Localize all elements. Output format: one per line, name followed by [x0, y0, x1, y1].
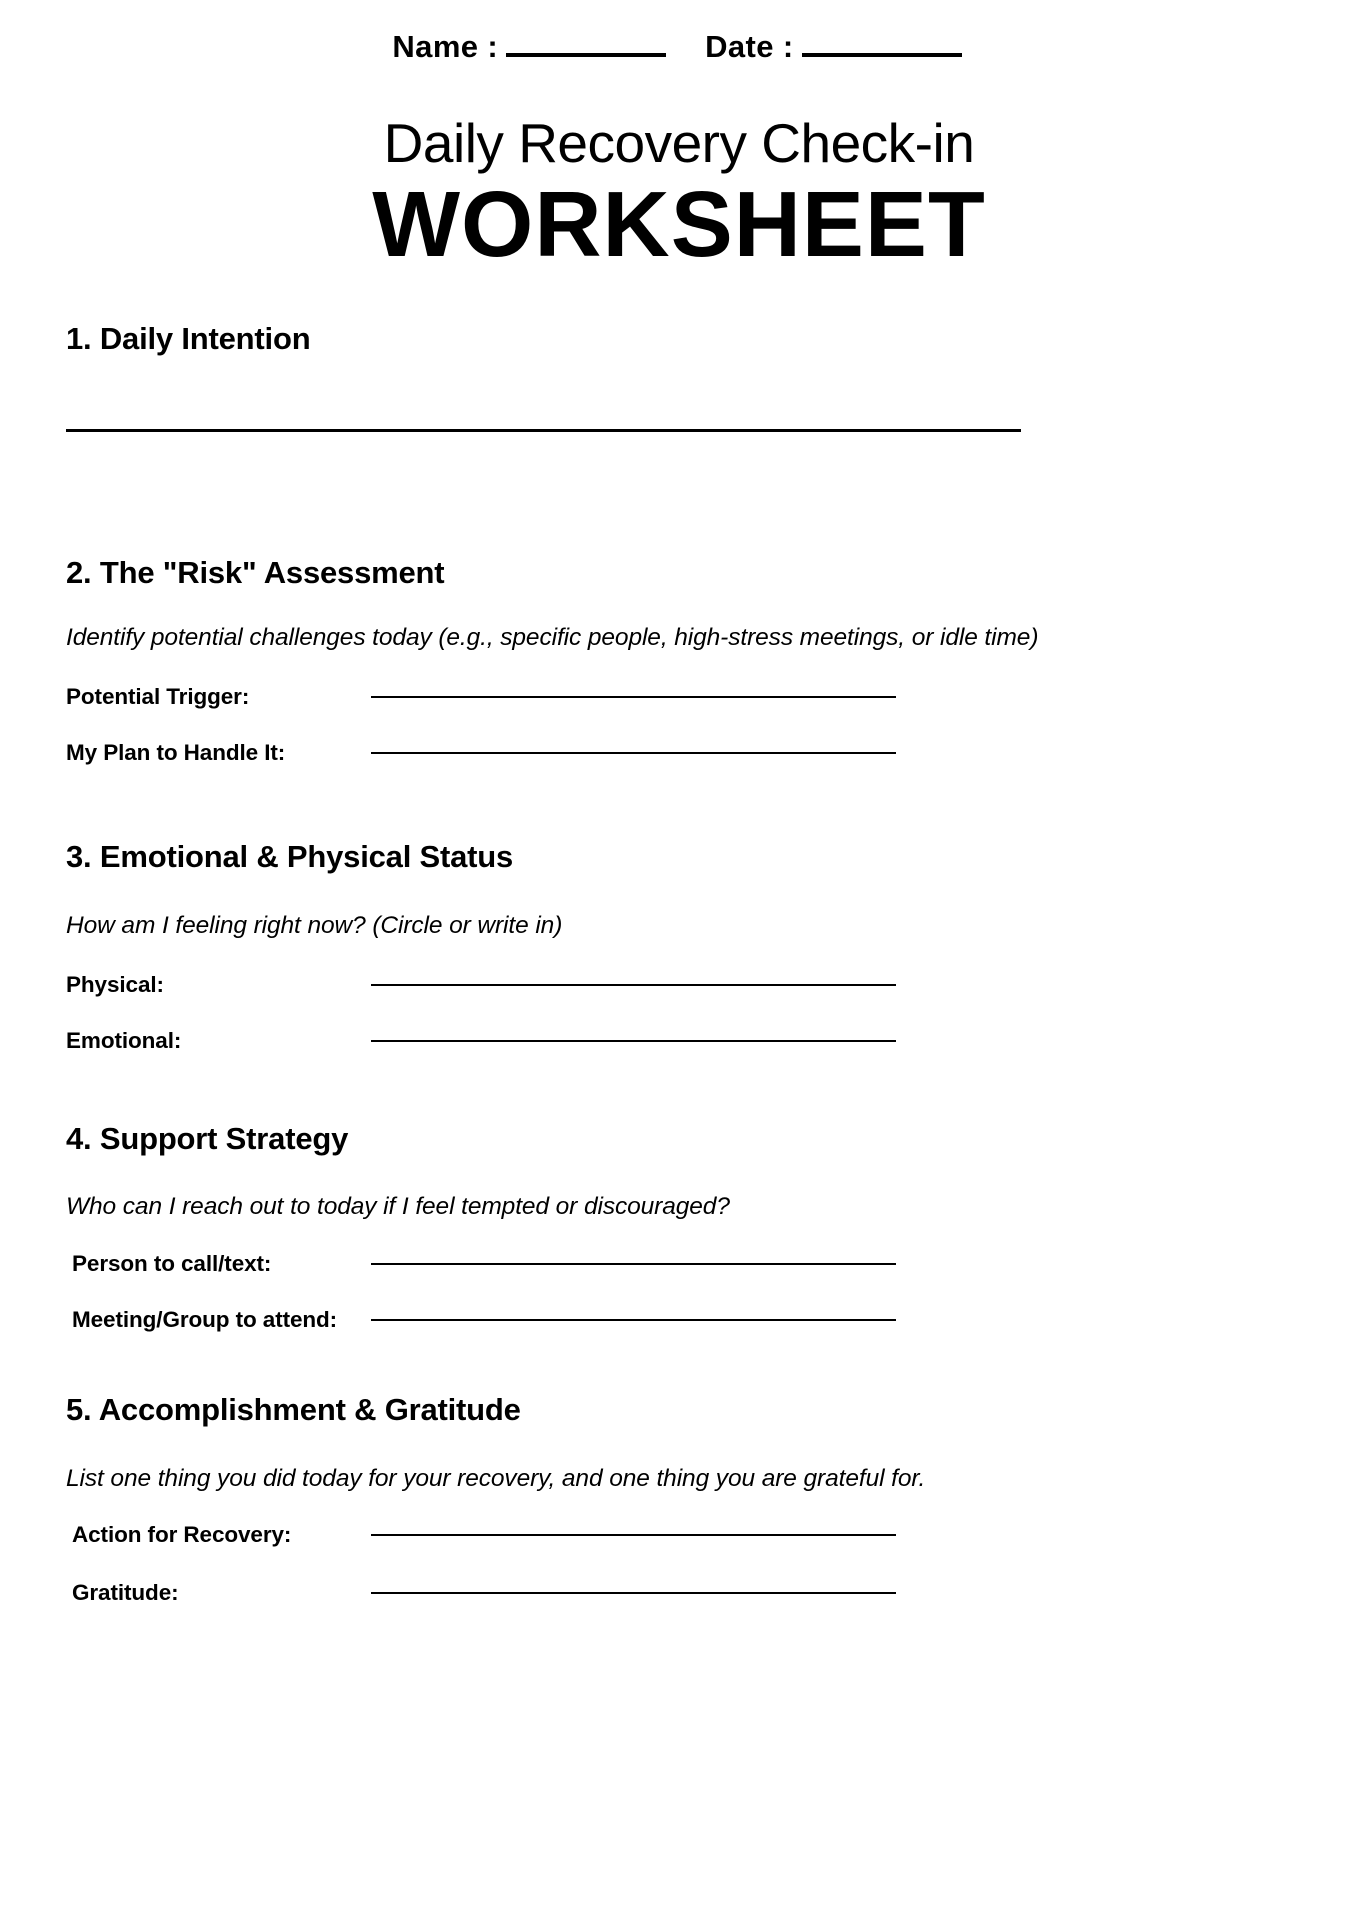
field-row-meeting-group	[66, 1307, 1028, 1333]
action-for-recovery-label: Action for Recovery:	[72, 1522, 292, 1548]
field-row-potential-trigger	[66, 684, 1022, 710]
person-to-call-input-line[interactable]	[371, 1263, 896, 1265]
name-date-row	[0, 28, 1358, 65]
section-risk-assessment	[66, 554, 1039, 766]
meeting-group-label: Meeting/Group to attend:	[72, 1306, 338, 1332]
emotional-label: Emotional:	[66, 1027, 182, 1053]
potential-trigger-label: Potential Trigger:	[66, 684, 250, 709]
section-daily-intention	[66, 320, 1022, 432]
emotional-input-line[interactable]	[371, 1040, 896, 1042]
gratitude-label: Gratitude:	[72, 1580, 179, 1606]
plan-to-handle-input-line[interactable]	[371, 752, 896, 754]
date-field-group	[705, 28, 966, 65]
daily-intention-write-line[interactable]	[66, 429, 1021, 432]
field-row-physical	[66, 972, 1022, 998]
date-input-blank[interactable]	[802, 28, 962, 57]
section-support-strategy	[66, 1120, 1022, 1333]
section-5-heading: 5. Accomplishment & Gratitude	[66, 1391, 521, 1427]
name-input-blank[interactable]	[506, 28, 666, 57]
section-2-description: Identify potential challenges today (e.g., specific people, high-stress meetings, or idle time)	[66, 624, 1039, 652]
section-4-heading: 4. Support Strategy	[66, 1120, 349, 1156]
section-2-heading: 2. The "Risk" Assessment	[66, 555, 445, 591]
physical-input-line[interactable]	[371, 984, 896, 986]
section-3-heading: 3. Emotional & Physical Status	[66, 839, 514, 874]
name-field-group	[392, 28, 670, 65]
section-4-description: Who can I reach out to today if I feel tempted or discouraged?	[66, 1193, 730, 1220]
field-row-plan-to-handle	[66, 740, 1022, 766]
date-label: Date :	[705, 29, 794, 64]
section-1-heading: 1. Daily Intention	[66, 321, 311, 356]
field-row-person-to-call	[66, 1251, 1028, 1277]
worksheet-subtitle: Daily Recovery Check-in	[383, 112, 975, 174]
section-3-description: How am I feeling right now? (Circle or write in)	[66, 912, 563, 940]
worksheet-title: WORKSHEET	[372, 172, 986, 276]
action-for-recovery-input-line[interactable]	[371, 1534, 896, 1536]
field-row-gratitude	[66, 1580, 1028, 1606]
plan-to-handle-label: My Plan to Handle It:	[66, 740, 286, 765]
physical-label: Physical:	[66, 971, 164, 997]
field-row-emotional	[66, 1028, 1022, 1054]
section-accomplishment-gratitude	[66, 1391, 1022, 1607]
section-emotional-physical-status	[66, 838, 1022, 1054]
worksheet-body	[66, 320, 1039, 1606]
name-label: Name :	[392, 29, 499, 64]
potential-trigger-input-line[interactable]	[371, 696, 896, 698]
section-5-description: List one thing you did today for your recovery, and one thing you are grateful for.	[66, 1464, 926, 1492]
person-to-call-label: Person to call/text:	[72, 1250, 272, 1276]
gratitude-input-line[interactable]	[371, 1592, 896, 1594]
meeting-group-input-line[interactable]	[371, 1319, 896, 1321]
field-row-action-for-recovery	[66, 1522, 1028, 1548]
